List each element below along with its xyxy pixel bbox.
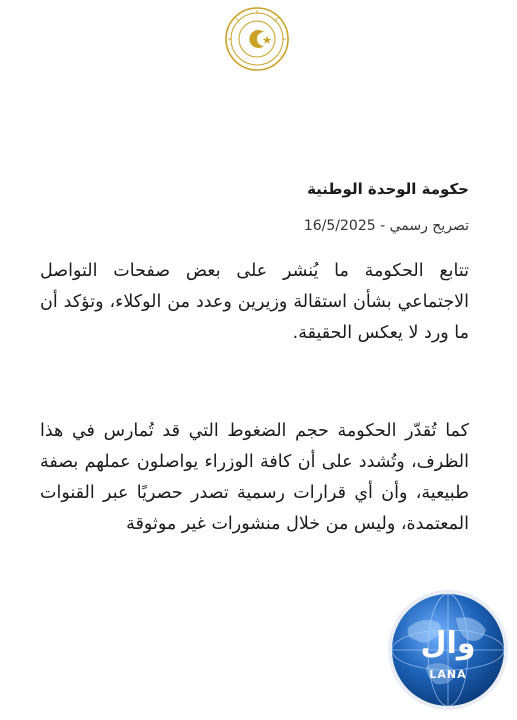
lana-latin-text: LANA xyxy=(429,668,467,681)
lana-globe-logo-icon xyxy=(386,588,510,712)
body-paragraph: كما تُقدّر الحكومة حجم الضغوط التي قد تُمارس في هذا الظرف، وتُشدد على أن كافة الوزراء يواصلون عملهم بصفة طبيعية، وأن أي قرارات رسمية تصدر حصريًا عبر القنوات المعتمدة، وليس من خلال منشورات غير موثوقة xyxy=(40,421,469,534)
government-seal-icon xyxy=(224,6,290,72)
lana-arabic-text: وال xyxy=(420,626,476,661)
statement-date-line: تصريح رسمي - 16/5/2025 xyxy=(303,218,469,234)
body-paragraph: تتابع الحكومة ما يُنشر على بعض صفحات التواصل الاجتماعي بشأن استقالة وزيرين وعدد من الوكلاء، وتؤكد أن ما ورد لا يعكس الحقيقة. xyxy=(40,261,469,343)
organization-name: حكومة الوحدة الوطنية xyxy=(307,180,469,198)
